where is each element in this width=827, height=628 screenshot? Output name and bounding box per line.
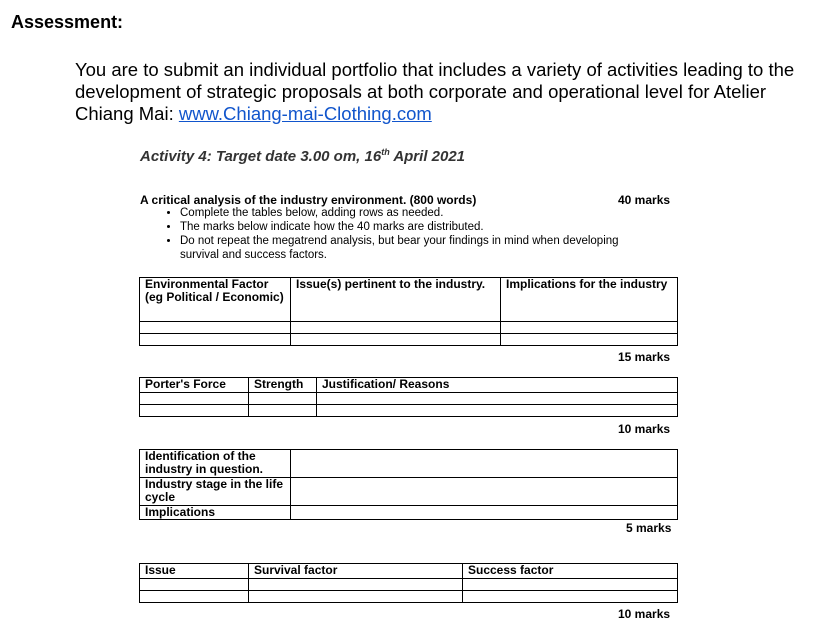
activity-title (140, 147, 465, 165)
table-cell[interactable] (291, 334, 501, 346)
table-cell[interactable] (291, 322, 501, 334)
issues-header: Issue(s) pertinent to the industry. (291, 278, 501, 322)
table-cell[interactable] (317, 393, 678, 405)
company-link[interactable]: www.Chiang-mai-Clothing.com (178, 103, 432, 124)
activity-prefix: Activity 4: Target date 3.00 om, 16 (140, 148, 382, 165)
implications-header: Implications for the industry (501, 278, 678, 322)
survival-factor-header: Survival factor (249, 564, 463, 579)
env-factor-header: Environmental Factor (eg Political / Economic) (140, 278, 291, 322)
table-cell[interactable] (501, 334, 678, 346)
table-cell[interactable] (140, 591, 249, 603)
issue-header: Issue (140, 564, 249, 579)
table-cell[interactable] (249, 405, 317, 417)
table-cell[interactable] (140, 393, 249, 405)
instruction-item: • Do not repeat the megatrend analysis, but bear your findings in mind when developing survival and success factors. (180, 234, 660, 262)
table-cell[interactable] (291, 506, 678, 520)
instruction-item: • The marks below indicate how the 40 marks are distributed. (180, 220, 660, 234)
implications-label: Implications (140, 506, 291, 520)
table-cell[interactable] (140, 322, 291, 334)
table-cell[interactable] (140, 334, 291, 346)
intro-text: You are to submit an individual portfolio that includes a variety of activities leading to the development of strategic proposals at both corporate and operational level for Atelier Chiang Mai: (75, 59, 795, 124)
table-cell[interactable] (249, 393, 317, 405)
environment-table (139, 277, 678, 346)
factors-table (139, 563, 678, 603)
strength-header: Strength (249, 378, 317, 393)
justification-header: Justification/ Reasons (317, 378, 678, 393)
success-factor-header: Success factor (463, 564, 678, 579)
assessment-heading: Assessment: (11, 12, 124, 32)
table-cell[interactable] (249, 579, 463, 591)
table-cell[interactable] (501, 322, 678, 334)
activity-suffix: April 2021 (389, 148, 466, 165)
activity-sup: th (381, 147, 390, 157)
table-cell[interactable] (317, 405, 678, 417)
table-cell[interactable] (140, 405, 249, 417)
table3-marks: 5 marks (626, 521, 672, 535)
table-cell[interactable] (291, 450, 678, 478)
porters-table (139, 377, 678, 417)
table-cell[interactable] (291, 478, 678, 506)
life-cycle-label: Industry stage in the life cycle (140, 478, 291, 506)
porters-force-header: Porter's Force (140, 378, 249, 393)
industry-table (139, 449, 678, 520)
identification-label: Identification of the industry in question. (140, 450, 291, 478)
critical-analysis-title: A critical analysis of the industry environment. (800 words) (140, 193, 477, 207)
intro-paragraph (75, 59, 815, 125)
instruction-item: • Complete the tables below, adding rows as needed. (180, 206, 660, 220)
table1-marks: 15 marks (618, 350, 671, 364)
table-cell[interactable] (249, 591, 463, 603)
table-cell[interactable] (140, 579, 249, 591)
table4-marks: 10 marks (618, 607, 671, 621)
total-marks: 40 marks (618, 193, 671, 207)
table2-marks: 10 marks (618, 422, 671, 436)
table-cell[interactable] (463, 579, 678, 591)
instructions-list (140, 206, 660, 262)
table-cell[interactable] (463, 591, 678, 603)
